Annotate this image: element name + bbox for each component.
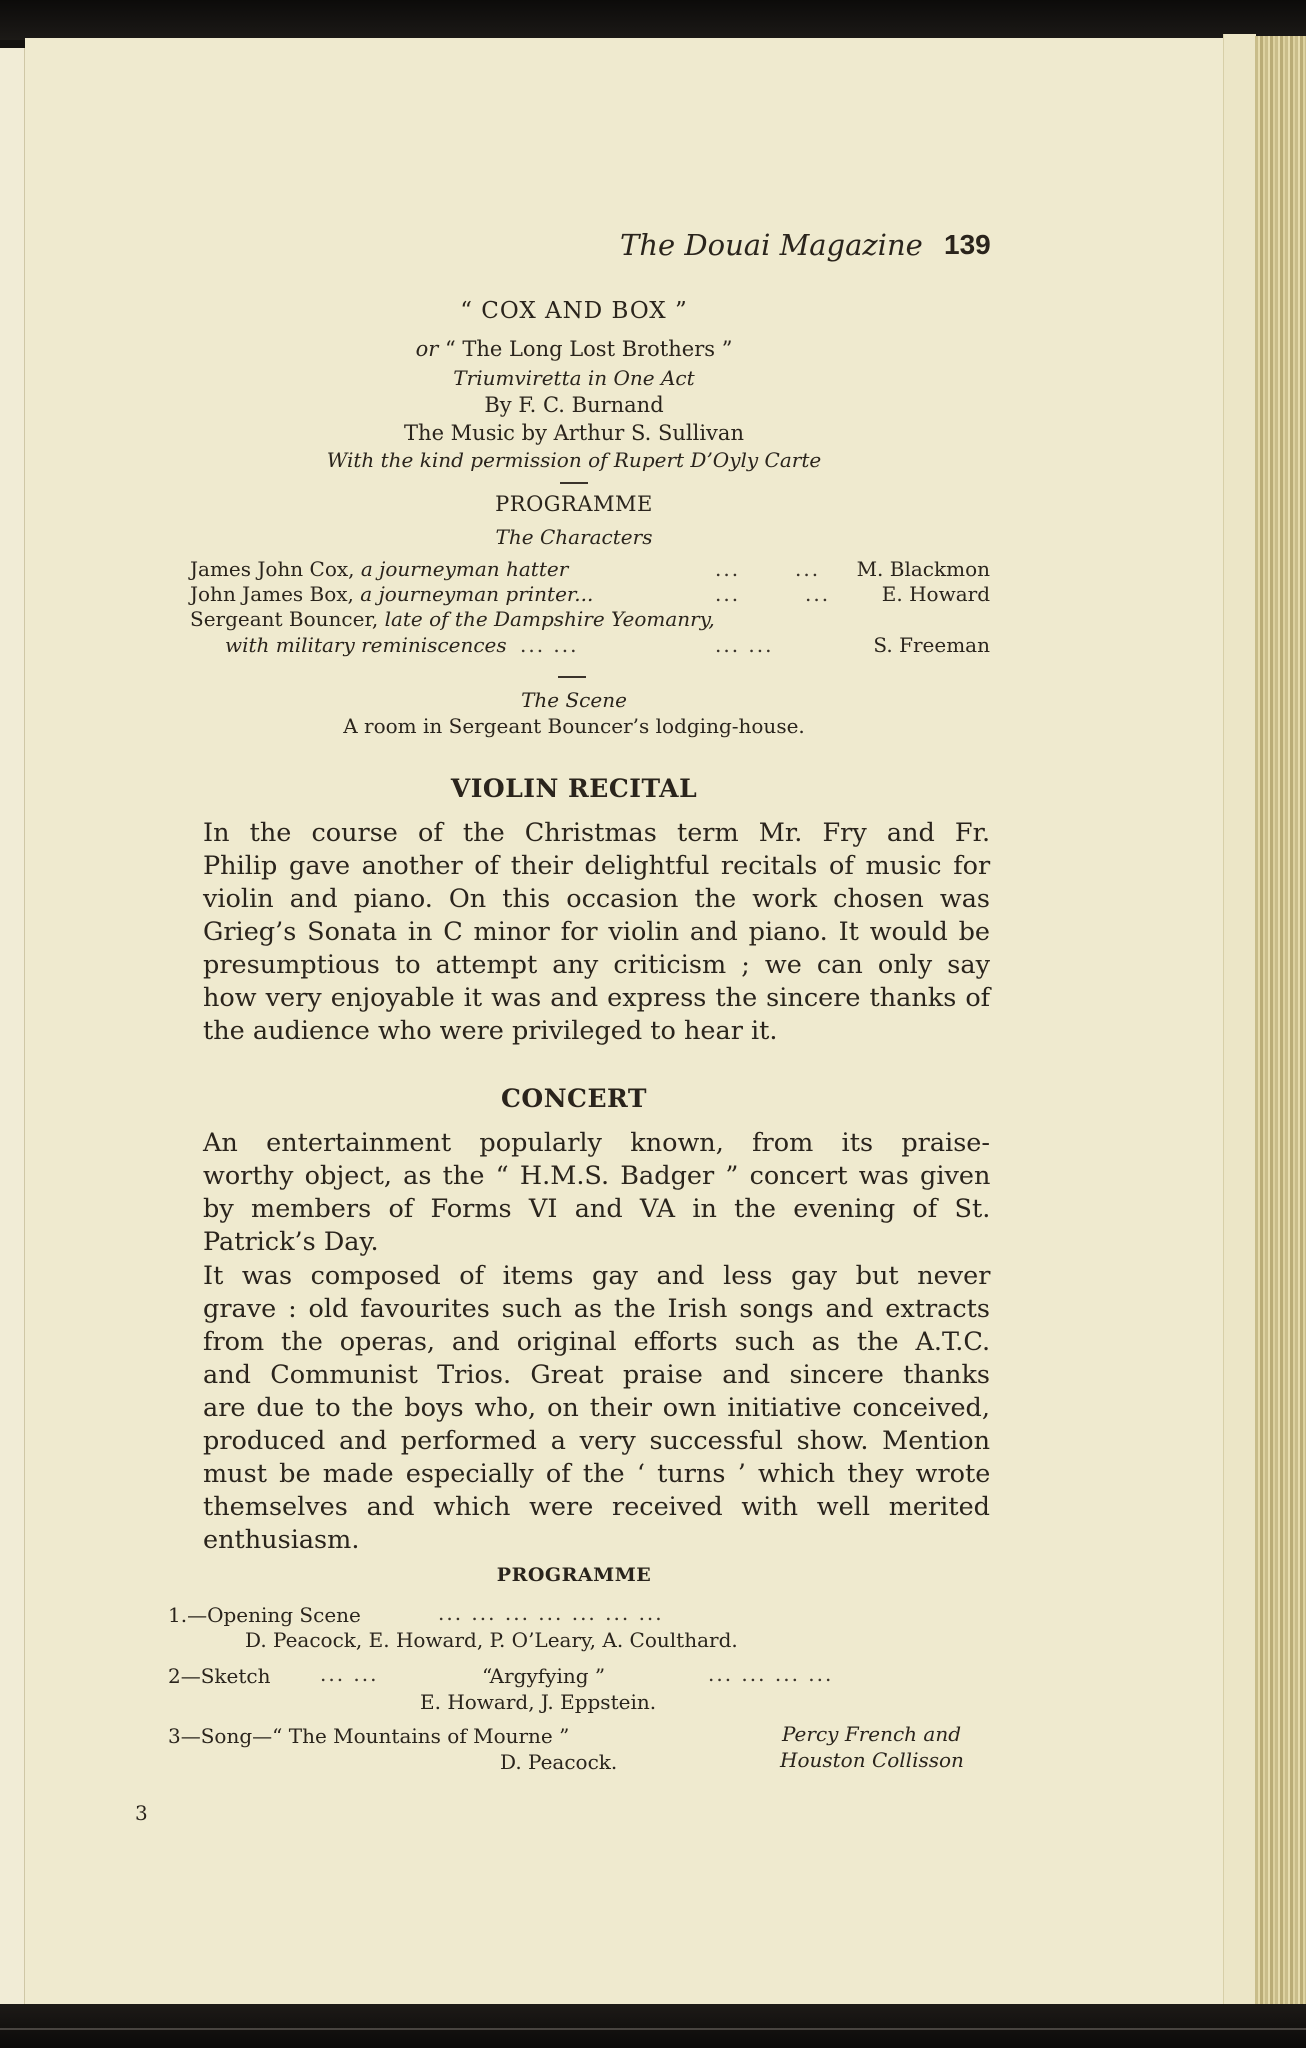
text-line: from the operas, and original efforts such as the A.T.C.: [203, 1327, 991, 1357]
text-line: In the course of the Christmas term Mr. Fry and Fr.: [203, 818, 991, 848]
text-line: themselves and which were received with well merited: [203, 1492, 990, 1522]
programme-heading: PROGRAMME: [495, 492, 653, 516]
character-desc: a journeyman hatter: [360, 557, 569, 581]
running-title: The Douai Magazine: [620, 228, 923, 262]
concert-heading: CONCERT: [501, 1084, 647, 1113]
character-actor: M. Blackmon: [856, 557, 990, 581]
text-line: and Communist Trios. Great praise and sincere thanks: [203, 1360, 990, 1390]
previous-page-edge: [0, 48, 25, 2004]
programme-item-label: 2—Sketch: [168, 1664, 271, 1688]
stacked-page-edges: [1255, 36, 1306, 2004]
character-desc: late of the Dampshire Yeomanry,: [384, 607, 715, 631]
character-desc: a journeyman printer...: [360, 582, 594, 606]
leader-dots: ... ... ... ...: [708, 1662, 834, 1686]
text-line: Philip gave another of their delightful recitals of music for: [203, 851, 991, 881]
text-line: presumptious to attempt any criticism ; we can only say: [203, 950, 990, 980]
character-row: [190, 557, 990, 581]
signature-mark: 3: [135, 1801, 148, 1825]
play-author: By F. C. Burnand: [484, 393, 664, 417]
characters-heading: The Characters: [495, 525, 653, 549]
page-sheet-edge: [1223, 34, 1256, 2004]
play-subtitle: [280, 339, 868, 360]
character-row: [190, 607, 990, 631]
character-row: [190, 633, 990, 657]
play-form: Triumviretta in One Act: [453, 366, 695, 390]
text-line: Grieg’s Sonata in C minor for violin and piano. It would be: [203, 917, 990, 947]
text-line: must be made especially of the ‘ turns ’ which they wrote: [203, 1459, 991, 1489]
leader-dots: ...: [795, 557, 821, 581]
play-title: “ COX AND BOX ”: [460, 298, 688, 324]
character-row: [190, 582, 990, 606]
leader-dots: ... ...: [520, 633, 579, 657]
divider-dash: [558, 676, 586, 678]
programme-item-performers: D. Peacock.: [500, 1750, 618, 1774]
character-name: James John Cox,: [190, 557, 355, 581]
programme-item-credit: Percy French and: [782, 1722, 962, 1746]
leader-dots: ...: [715, 557, 741, 581]
scene-heading: The Scene: [521, 688, 627, 712]
leader-dots: ... ...: [715, 633, 774, 657]
violin-recital-heading: VIOLIN RECITAL: [450, 774, 698, 803]
text-line: It was composed of items gay and less gay but never: [203, 1261, 991, 1291]
leader-dots: ...: [805, 582, 831, 606]
subtitle-prefix: or: [415, 337, 439, 361]
play-permission: With the kind permission of Rupert D’Oyly Carte: [326, 448, 822, 472]
text-line: by members of Forms VI and VA in the evening of St.: [203, 1194, 991, 1224]
text-line: An entertainment popularly known, from its praise-: [203, 1128, 990, 1158]
concert-programme-heading: PROGRAMME: [496, 1564, 652, 1586]
text-line: are due to the boys who, on their own initiative conceived,: [203, 1393, 990, 1423]
programme-item-label: 3—Song—“ The Mountains of Mourne ”: [168, 1724, 570, 1748]
text-line: the audience who were privileged to hear it.: [203, 1016, 778, 1046]
programme-item-label: 1.—Opening Scene: [168, 1603, 361, 1627]
leader-dots: ...: [715, 582, 741, 606]
character-actor: S. Freeman: [873, 633, 990, 657]
character-actor: E. Howard: [881, 582, 990, 606]
text-line: violin and piano. On this occasion the work chosen was: [203, 884, 990, 914]
text-line: Patrick’s Day.: [203, 1227, 379, 1257]
scene-description: A room in Sergeant Bouncer’s lodging-house.: [343, 714, 805, 738]
book-binding-top: [0, 0, 1306, 40]
concert-paragraph-1: [203, 1127, 990, 1259]
programme-item-title: “Argyfying ”: [482, 1664, 606, 1688]
book-binding-bottom: [0, 2004, 1306, 2048]
text-line: worthy object, as the “ H.M.S. Badger ” concert was given: [203, 1161, 991, 1191]
text-line: grave : old favourites such as the Irish songs and extracts: [203, 1294, 990, 1324]
programme-item-performers: D. Peacock, E. Howard, P. O’Leary, A. Coulthard.: [245, 1628, 738, 1652]
play-composer: The Music by Arthur S. Sullivan: [404, 421, 744, 445]
character-desc: with military reminiscences: [225, 633, 507, 657]
character-name: John James Box,: [190, 582, 354, 606]
concert-paragraph-2: [203, 1260, 990, 1557]
leader-dots: ... ... ... ... ... ... ...: [438, 1601, 664, 1625]
text-line: enthusiasm.: [203, 1525, 360, 1555]
violin-recital-paragraph: [203, 817, 990, 1048]
character-name: Sergeant Bouncer,: [190, 607, 379, 631]
subtitle-text: “ The Long Lost Brothers ”: [444, 337, 733, 361]
divider-dash: [560, 482, 588, 484]
text-line: produced and performed a very successful show. Mention: [203, 1426, 990, 1456]
programme-item-credit: Houston Collisson: [780, 1748, 964, 1772]
leader-dots: ... ...: [320, 1662, 379, 1686]
programme-item-performers: E. Howard, J. Eppstein.: [420, 1690, 657, 1714]
text-line: how very enjoyable it was and express the sincere thanks of: [203, 983, 991, 1013]
page-number: 139: [944, 229, 991, 260]
